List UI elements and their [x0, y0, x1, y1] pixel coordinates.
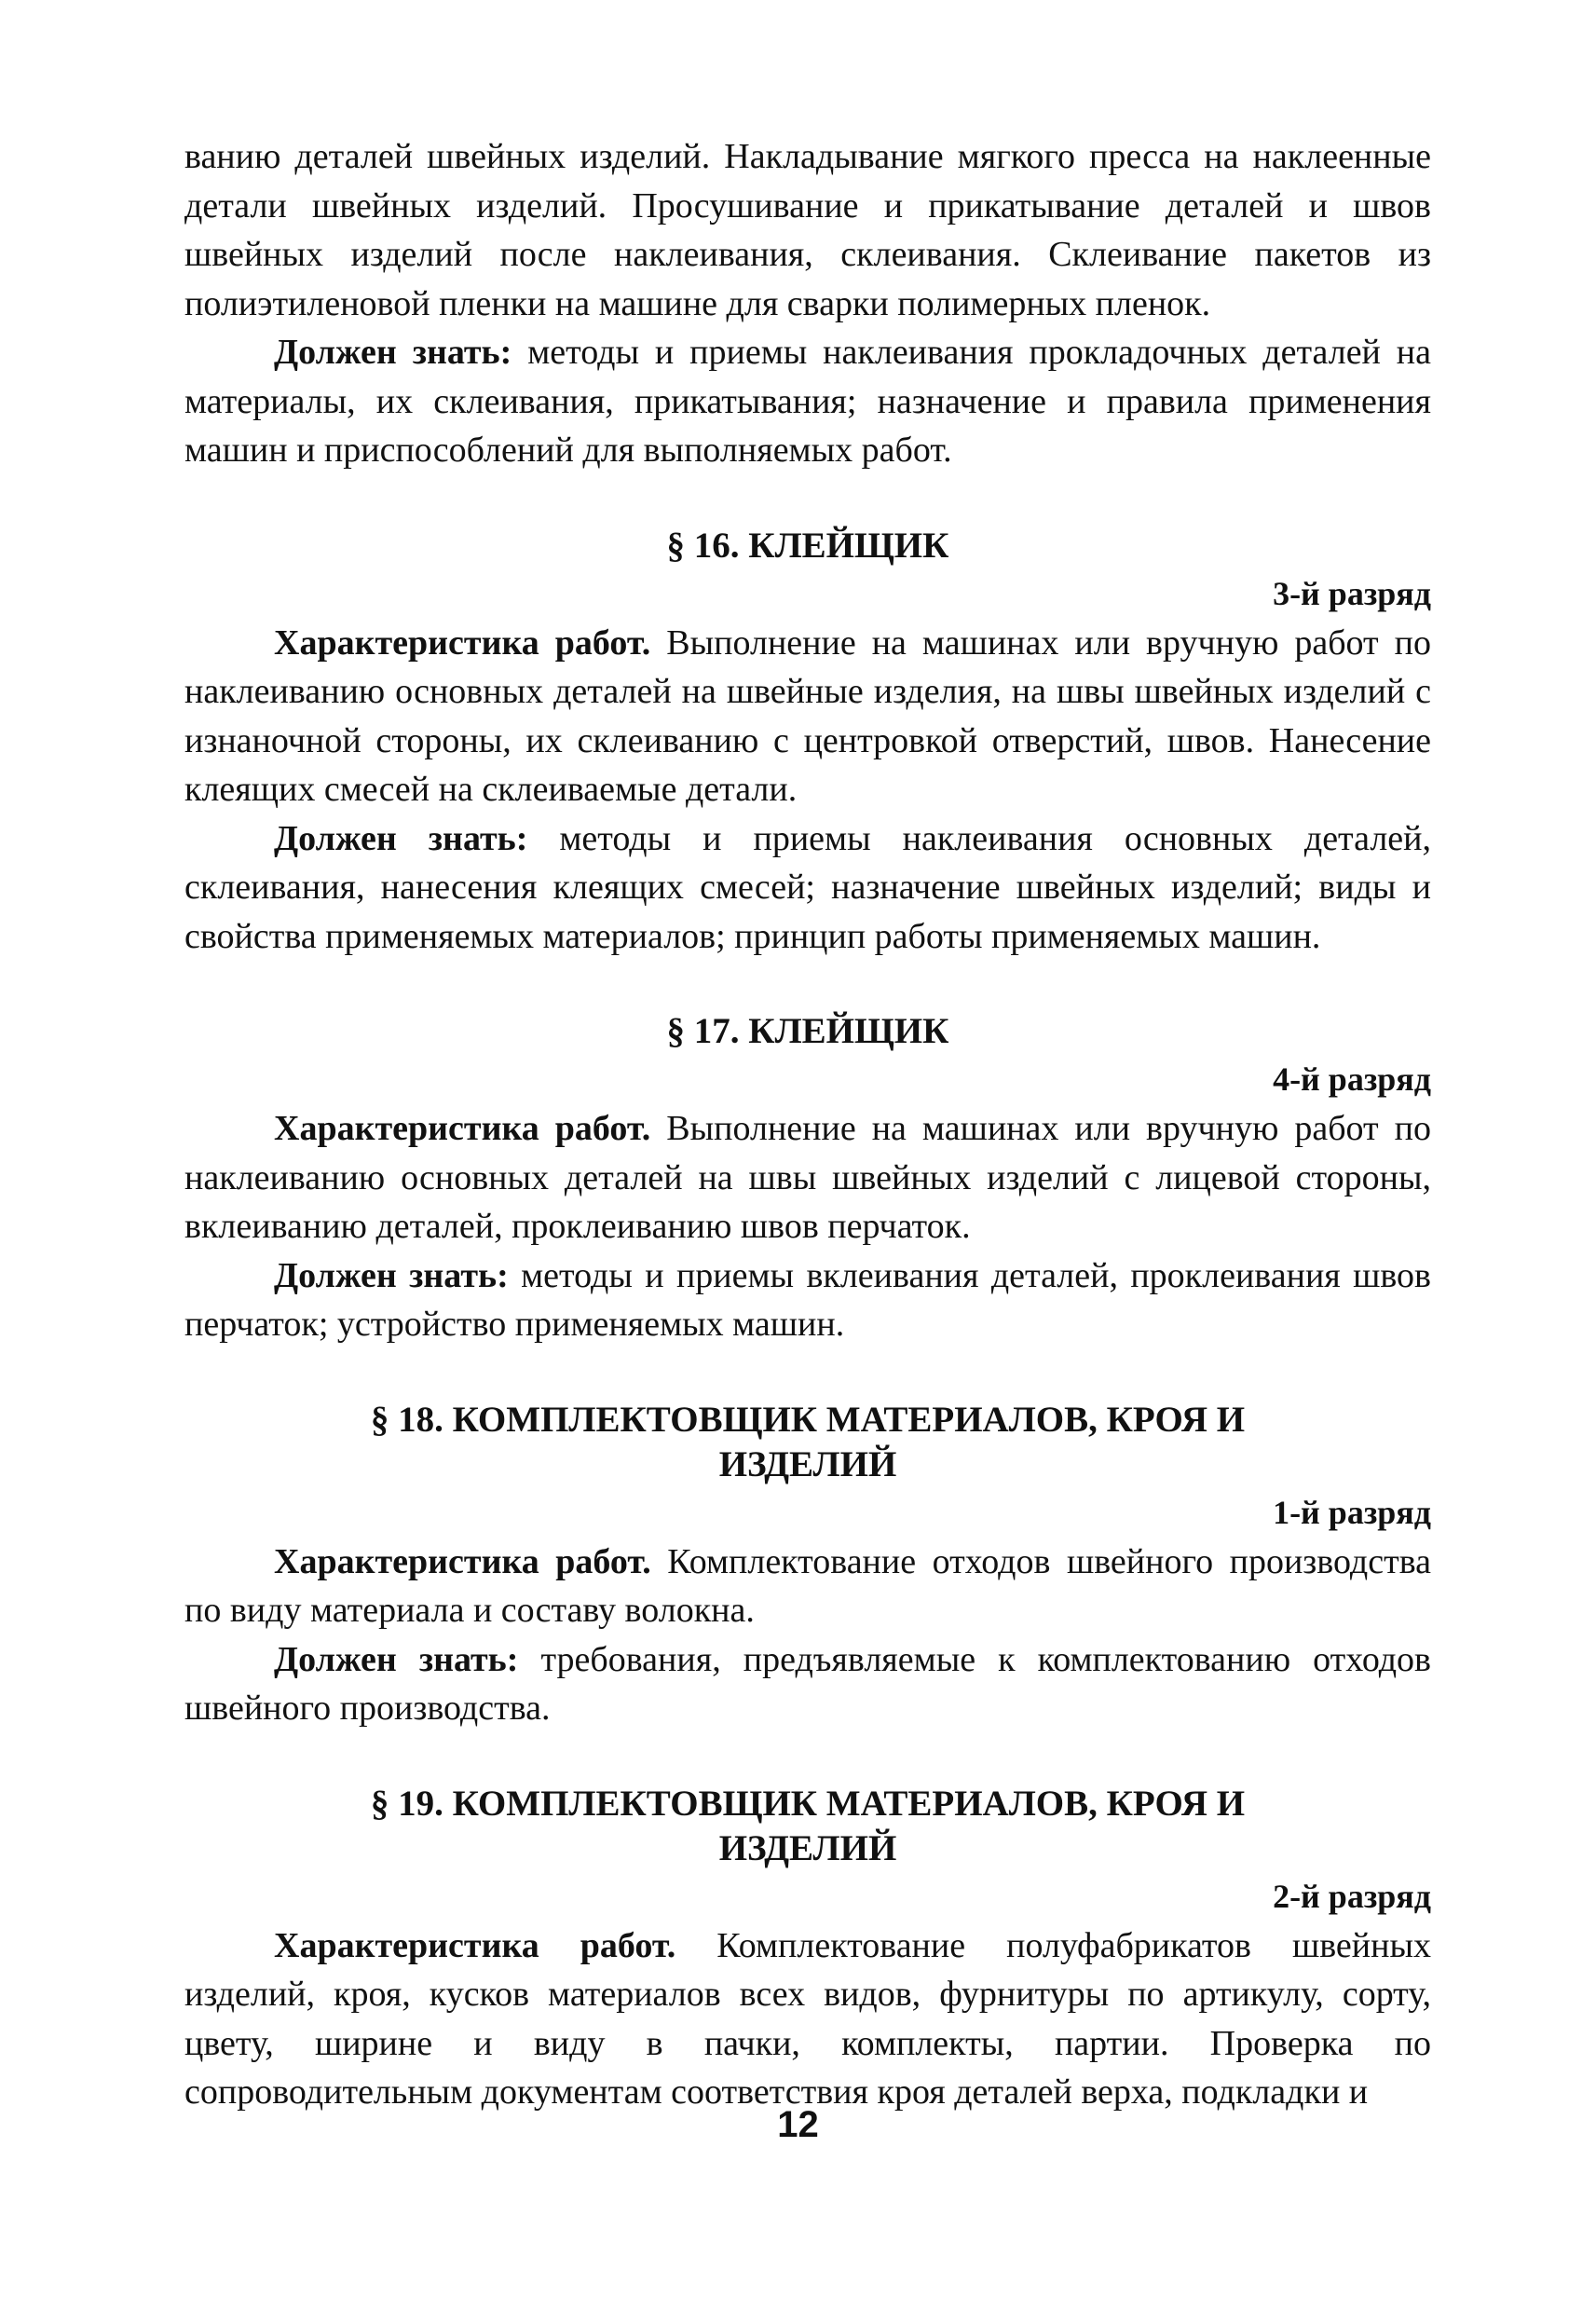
- knowledge-label: Должен знать:: [274, 818, 528, 858]
- knowledge-label: Должен знать:: [274, 1639, 519, 1679]
- knowledge-paragraph-18: [184, 1635, 1431, 1733]
- work-label: Характеристика работ.: [274, 1541, 651, 1581]
- section-title-line2: ИЗДЕЛИЙ: [718, 1827, 897, 1868]
- work-characteristics-16: [184, 619, 1431, 814]
- work-text: Комплектование отходов швейного производства по виду материала и составу волокна.: [184, 1541, 1431, 1630]
- knowledge-text: требования, предъявляемые к комплектованию отходов швейного производства.: [184, 1639, 1431, 1728]
- knowledge-label: Должен знать:: [274, 1255, 509, 1295]
- work-label: Характеристика работ.: [274, 1109, 651, 1148]
- section-title-line1: § 19. КОМПЛЕКТОВЩИК МАТЕРИАЛОВ, КРОЯ И: [370, 1783, 1246, 1824]
- grade-label-16: 3-й разряд: [1273, 574, 1431, 612]
- knowledge-text: методы и приемы наклеивания прокладочных деталей на материалы, их склеивания, прикатывания; назначение и правила применения машин и приспособлений для выполняемых работ.: [184, 333, 1432, 470]
- work-text: Выполнение на машинах или вручную работ по наклеиванию основных деталей на швейные изделия, на швы швейных изделий с изнаночной стороны, их склеиванию с центровкой отверстий, швов. Нанесение клеящих смесей на склеиваемые детали.: [184, 622, 1432, 809]
- page-number: 12: [777, 2104, 819, 2145]
- work-text: Выполнение на машинах или вручную работ по наклеиванию основных деталей на швы швейных изделий с лицевой стороны, вклеиванию деталей, проклеиванию швов перчаток.: [184, 1109, 1432, 1246]
- work-characteristics-18: [184, 1538, 1431, 1635]
- knowledge-paragraph-17: [184, 1251, 1431, 1349]
- grade-label-18: 1-й разряд: [1273, 1493, 1431, 1531]
- section-title-17: § 17. КЛЕЙЩИК: [666, 1011, 949, 1051]
- continuation-knowledge-paragraph: [184, 328, 1431, 475]
- work-label: Характеристика работ.: [274, 1925, 676, 1965]
- work-text: Комплектование полуфабрикатов швейных изделий, кроя, кусков материалов всех видов, фурнитуры по артикулу, сорту, цвету, ширине и виду в пачки, комплекты, партии. Проверка по сопроводительным документам соответствия кроя деталей верха, подкладки и: [184, 1925, 1431, 2112]
- grade-label-19: 2-й разряд: [1273, 1877, 1431, 1915]
- knowledge-paragraph-16: [184, 814, 1431, 962]
- knowledge-text: методы и приемы наклеивания основных деталей, склеивания, нанесения клеящих смесей; назначение швейных изделий; виды и свойства применяемых материалов; принцип работы применяемых машин.: [184, 818, 1431, 956]
- document-page: [184, 132, 1431, 2117]
- work-label: Характеристика работ.: [274, 622, 651, 663]
- work-characteristics-19: [184, 1921, 1431, 2117]
- section-title-16: § 16. КЛЕЙЩИК: [666, 525, 949, 566]
- grade-label-17: 4-й разряд: [1273, 1060, 1431, 1098]
- section-title-line2: ИЗДЕЛИЙ: [718, 1443, 897, 1484]
- knowledge-text: методы и приемы вклеивания деталей, проклеивания швов перчаток; устройство применяемых машин.: [184, 1255, 1432, 1344]
- knowledge-label: Должен знать:: [274, 333, 512, 372]
- section-title-18: [184, 1398, 1431, 1487]
- section-title-19: [184, 1782, 1431, 1871]
- section-title-line1: § 18. КОМПЛЕКТОВЩИК МАТЕРИАЛОВ, КРОЯ И: [370, 1399, 1246, 1440]
- continuation-paragraph: ванию деталей швейных изделий. Накладывание мягкого пресса на наклеенные детали швейных изделий. Просушивание и прикатывание деталей и швов швейных изделий после наклеивания, склеивания. Склеивание пакетов из полиэтиленовой пленки на машине для сварки полимерных пленок.: [184, 137, 1431, 323]
- work-characteristics-17: [184, 1104, 1431, 1251]
